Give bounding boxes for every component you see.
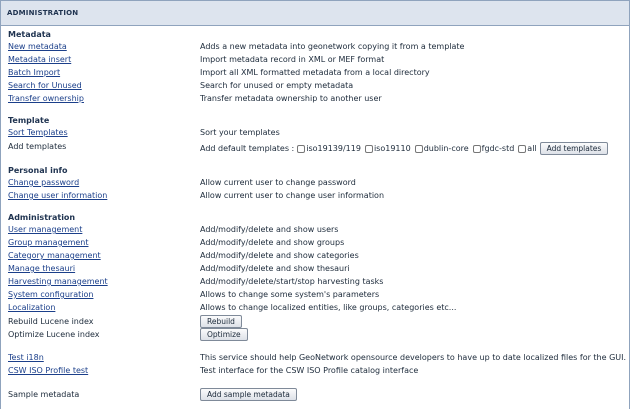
manage-thesauri-link[interactable]: Manage thesauri [8, 264, 76, 273]
row-add-templates [8, 142, 624, 155]
localization-desc: Allows to change localized entities, like groups, categories etc... [200, 303, 457, 312]
batch-import-link[interactable]: Batch Import [8, 68, 61, 77]
row-rebuild-lucene-index [8, 317, 624, 330]
row-metadata-insert [8, 55, 624, 68]
section-title-administration: Administration [8, 213, 76, 222]
system-configuration-desc: Allows to change some system's parameters [200, 290, 380, 299]
checkbox-iso19139[interactable] [297, 145, 305, 153]
user-management-desc: Add/modify/delete and show users [200, 225, 339, 234]
checkbox-label-iso19110: iso19110 [373, 144, 411, 153]
csw-iso-profile-test-link[interactable]: CSW ISO Profile test [8, 366, 89, 375]
add-templates-controls [200, 142, 608, 155]
change-password-desc: Allow current user to change password [200, 178, 356, 187]
group-management-link[interactable]: Group management [8, 238, 89, 247]
batch-import-desc: Import all XML formatted metadata from a local directory [200, 68, 430, 77]
metadata-insert-desc: Import metadata record in XML or MEF format [200, 55, 385, 64]
sort-templates-desc: Sort your templates [200, 128, 280, 137]
row-system-configuration [8, 290, 624, 303]
row-csw-iso-profile-test [8, 366, 624, 379]
rebuild-button[interactable]: Rebuild [200, 315, 242, 328]
row-batch-import [8, 68, 624, 81]
change-user-information-desc: Allow current user to change user information [200, 191, 385, 200]
test-i18n-link[interactable]: Test i18n [8, 353, 44, 362]
row-group-management [8, 238, 624, 251]
transfer-ownership-desc: Transfer metadata ownership to another user [200, 94, 382, 103]
checkbox-iso19110[interactable] [365, 145, 373, 153]
sample-metadata-label: Sample metadata [8, 390, 80, 399]
add-templates-prefix: Add default templates : [200, 144, 295, 153]
row-test-i18n [8, 353, 627, 366]
row-manage-thesauri [8, 264, 624, 277]
harvesting-management-link[interactable]: Harvesting management [8, 277, 108, 286]
row-localization [8, 303, 624, 316]
row-sort-templates [8, 128, 624, 141]
row-sample-metadata [8, 390, 624, 403]
localization-link[interactable]: Localization [8, 303, 56, 312]
row-new-metadata [8, 42, 624, 55]
checkbox-dublin-core[interactable] [415, 145, 423, 153]
section-title-template: Template [8, 116, 50, 125]
row-change-password [8, 178, 624, 191]
row-user-management [8, 225, 624, 238]
checkbox-label-iso19139: iso19139/119 [306, 144, 361, 153]
manage-thesauri-desc: Add/modify/delete and show thesauri [200, 264, 350, 273]
category-management-link[interactable]: Category management [8, 251, 101, 260]
checkbox-label-all: all [527, 144, 537, 153]
page-title: ADMINISTRATION [1, 0, 629, 26]
search-unused-link[interactable]: Search for Unused [8, 81, 82, 90]
csw-iso-profile-test-desc: Test interface for the CSW ISO Profile catalog interface [200, 366, 419, 375]
row-search-unused [8, 81, 624, 94]
checkbox-label-dublin-core: dublin-core [423, 144, 469, 153]
optimize-lucene-index-label: Optimize Lucene index [8, 330, 100, 339]
add-sample-metadata-button[interactable]: Add sample metadata [200, 388, 297, 401]
system-configuration-link[interactable]: System configuration [8, 290, 94, 299]
group-management-desc: Add/modify/delete and show groups [200, 238, 345, 247]
row-transfer-ownership [8, 94, 624, 107]
transfer-ownership-link[interactable]: Transfer ownership [8, 94, 84, 103]
row-category-management [8, 251, 624, 264]
test-i18n-desc: This service should help GeoNetwork opensource developers to have up to date localized files for the GUI. [200, 353, 627, 362]
add-templates-label: Add templates [8, 142, 67, 151]
category-management-desc: Add/modify/delete and show categories [200, 251, 359, 260]
checkbox-label-fgdc-std: fgdc-std [481, 144, 515, 153]
metadata-insert-link[interactable]: Metadata insert [8, 55, 72, 64]
section-title-personal-info: Personal info [8, 166, 68, 175]
harvesting-management-desc: Add/modify/delete/start/stop harvesting tasks [200, 277, 384, 286]
change-password-link[interactable]: Change password [8, 178, 80, 187]
row-optimize-lucene-index [8, 330, 624, 343]
new-metadata-link[interactable]: New metadata [8, 42, 67, 51]
optimize-button[interactable]: Optimize [200, 328, 248, 341]
checkbox-fgdc-std[interactable] [473, 145, 481, 153]
row-harvesting-management [8, 277, 624, 290]
new-metadata-desc: Adds a new metadata into geonetwork copying it from a template [200, 42, 465, 51]
checkbox-all[interactable] [518, 145, 526, 153]
user-management-link[interactable]: User management [8, 225, 83, 234]
rebuild-lucene-index-label: Rebuild Lucene index [8, 317, 94, 326]
change-user-information-link[interactable]: Change user information [8, 191, 108, 200]
search-unused-desc: Search for unused or empty metadata [200, 81, 354, 90]
add-templates-button[interactable]: Add templates [540, 142, 609, 155]
section-title-metadata: Metadata [8, 30, 51, 39]
row-change-user-information [8, 191, 624, 204]
sort-templates-link[interactable]: Sort Templates [8, 128, 68, 137]
